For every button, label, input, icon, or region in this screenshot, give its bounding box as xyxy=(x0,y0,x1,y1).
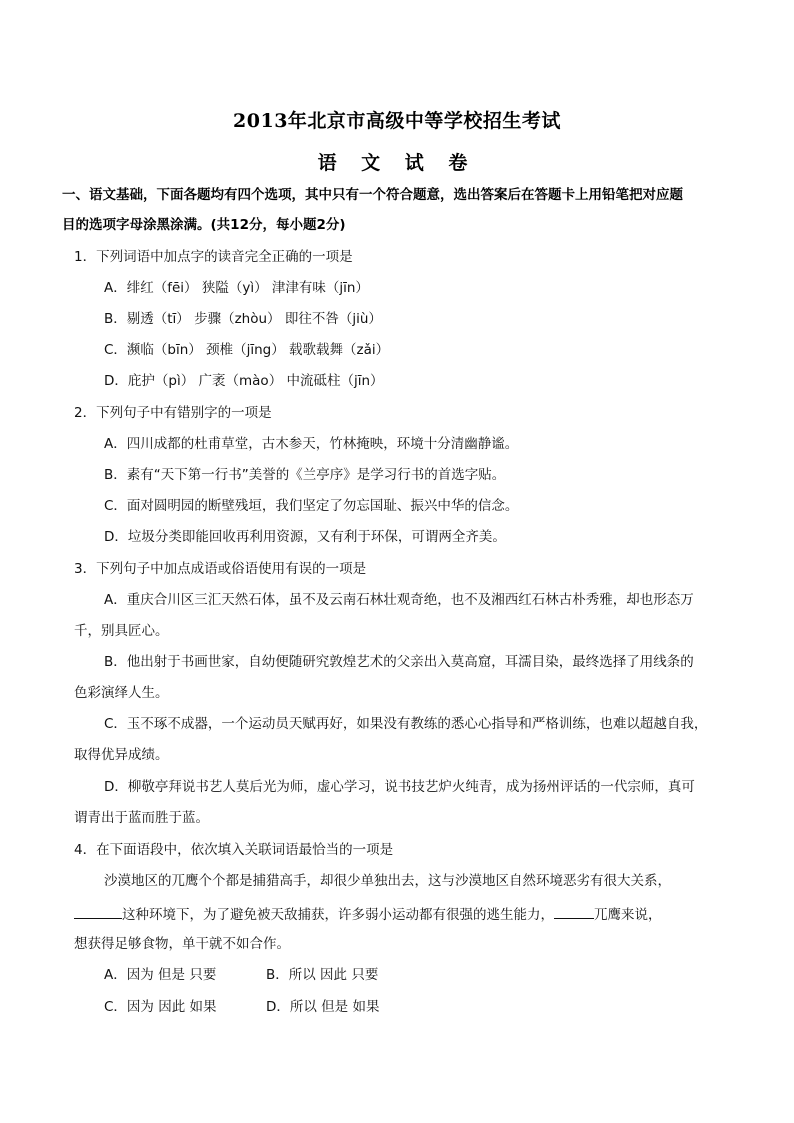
fill-in-blank-2 xyxy=(554,904,594,919)
passage-line2-text: 这种环境下，为了避免被天敌捕获，许多弱小运动都有很强的逃生能力， xyxy=(122,907,554,923)
question-4-option-b: B．所以 因此 只要 xyxy=(266,967,379,983)
question-3-option-c-line1: C．玉不琢不成器，一个运动员天赋再好，如果没有教练的悉心心指导和严格训练，也难以超越自我， xyxy=(104,716,708,732)
question-2-option-a: A．四川成都的杜甫草堂，古木参天，竹林掩映，环境十分清幽静谧。 xyxy=(104,436,519,452)
question-2-stem: 2．下列句子中有错别字的一项是 xyxy=(74,405,272,421)
question-2-option-d: D．垃圾分类即能回收再利用资源，又有利于环保，可谓两全齐美。 xyxy=(104,529,506,545)
question-4-passage-line1: 沙漠地区的兀鹰个个都是捕猎高手，却很少单独出去，这与沙漠地区自然环境恶劣有很大关系， xyxy=(104,873,671,889)
fill-in-blank-1 xyxy=(74,904,122,919)
question-4-passage-line2 xyxy=(74,904,662,924)
question-4-stem: 4．在下面语段中，依次填入关联词语最恰当的一项是 xyxy=(74,842,394,858)
question-2-option-c: C．面对圆明园的断壁残垣，我们坚定了勿忘国耻、振兴中华的信念。 xyxy=(104,498,519,514)
question-1-option-d: D．庇护（pì） 广袤（mào） 中流砥柱（jīn） xyxy=(104,373,384,389)
question-4-option-d: D．所以 但是 如果 xyxy=(266,999,380,1015)
question-3-option-d-line2: 谓青出于蓝而胜于蓝。 xyxy=(74,810,209,826)
question-4-passage-line3: 想获得足够食物，单干就不如合作。 xyxy=(74,936,290,952)
question-3-option-a-line1: A．重庆合川区三汇天然石体，虽不及云南石林壮观奇绝，也不及湘西红石林古朴秀雅，却也形态万 xyxy=(104,592,694,608)
question-2-option-b: B．素有“天下第一行书”美誉的《兰亭序》是学习行书的首选字贴。 xyxy=(104,467,506,483)
question-1-option-b: B．剔透（tī） 步骤（zhòu） 即往不咎（jiù） xyxy=(104,311,382,327)
question-4-option-c: C．因为 因此 如果 xyxy=(104,999,217,1015)
question-4-option-a: A．因为 但是 只要 xyxy=(104,967,217,983)
section-heading-line1: 一、语文基础，下面各题均有四个选项，其中只有一个符合题意，选出答案后在答题卡上用铅笔把对应题 xyxy=(62,187,683,203)
question-1-stem: 1．下列词语中加点字的读音完全正确的一项是 xyxy=(74,249,353,265)
question-3-option-b-line1: B．他出射于书画世家，自幼便随研究敦煌艺术的父亲出入莫高窟，耳濡目染，最终选择了用线条的 xyxy=(104,654,694,670)
question-3-option-c-line2: 取得优异成绩。 xyxy=(74,747,169,763)
passage-line2-end: 兀鹰来说， xyxy=(594,907,662,923)
question-3-option-b-line2: 色彩演绎人生。 xyxy=(74,685,169,701)
exam-title: 2013年北京市高级中等学校招生考试 xyxy=(233,110,561,132)
question-3-stem: 3．下列句子中加点成语或俗语使用有误的一项是 xyxy=(74,561,367,577)
question-1-option-c: C．濒临（bīn） 颈椎（jīng） 载歌载舞（zǎi） xyxy=(104,342,390,358)
question-3-option-d-line1: D．柳敬亭拜说书艺人莫后光为师，虚心学习，说书技艺炉火纯青，成为扬州评话的一代宗师，真可 xyxy=(104,779,695,795)
question-1-option-a: A．绯红（fēi） 狭隘（yì） 津津有味（jīn） xyxy=(104,280,369,296)
subject-title: 语 文 试 卷 xyxy=(317,152,477,174)
section-heading-line2: 目的选项字母涂黑涂满。(共12分，每小题2分) xyxy=(62,217,346,233)
question-3-option-a-line2: 千，别具匠心。 xyxy=(74,623,169,639)
